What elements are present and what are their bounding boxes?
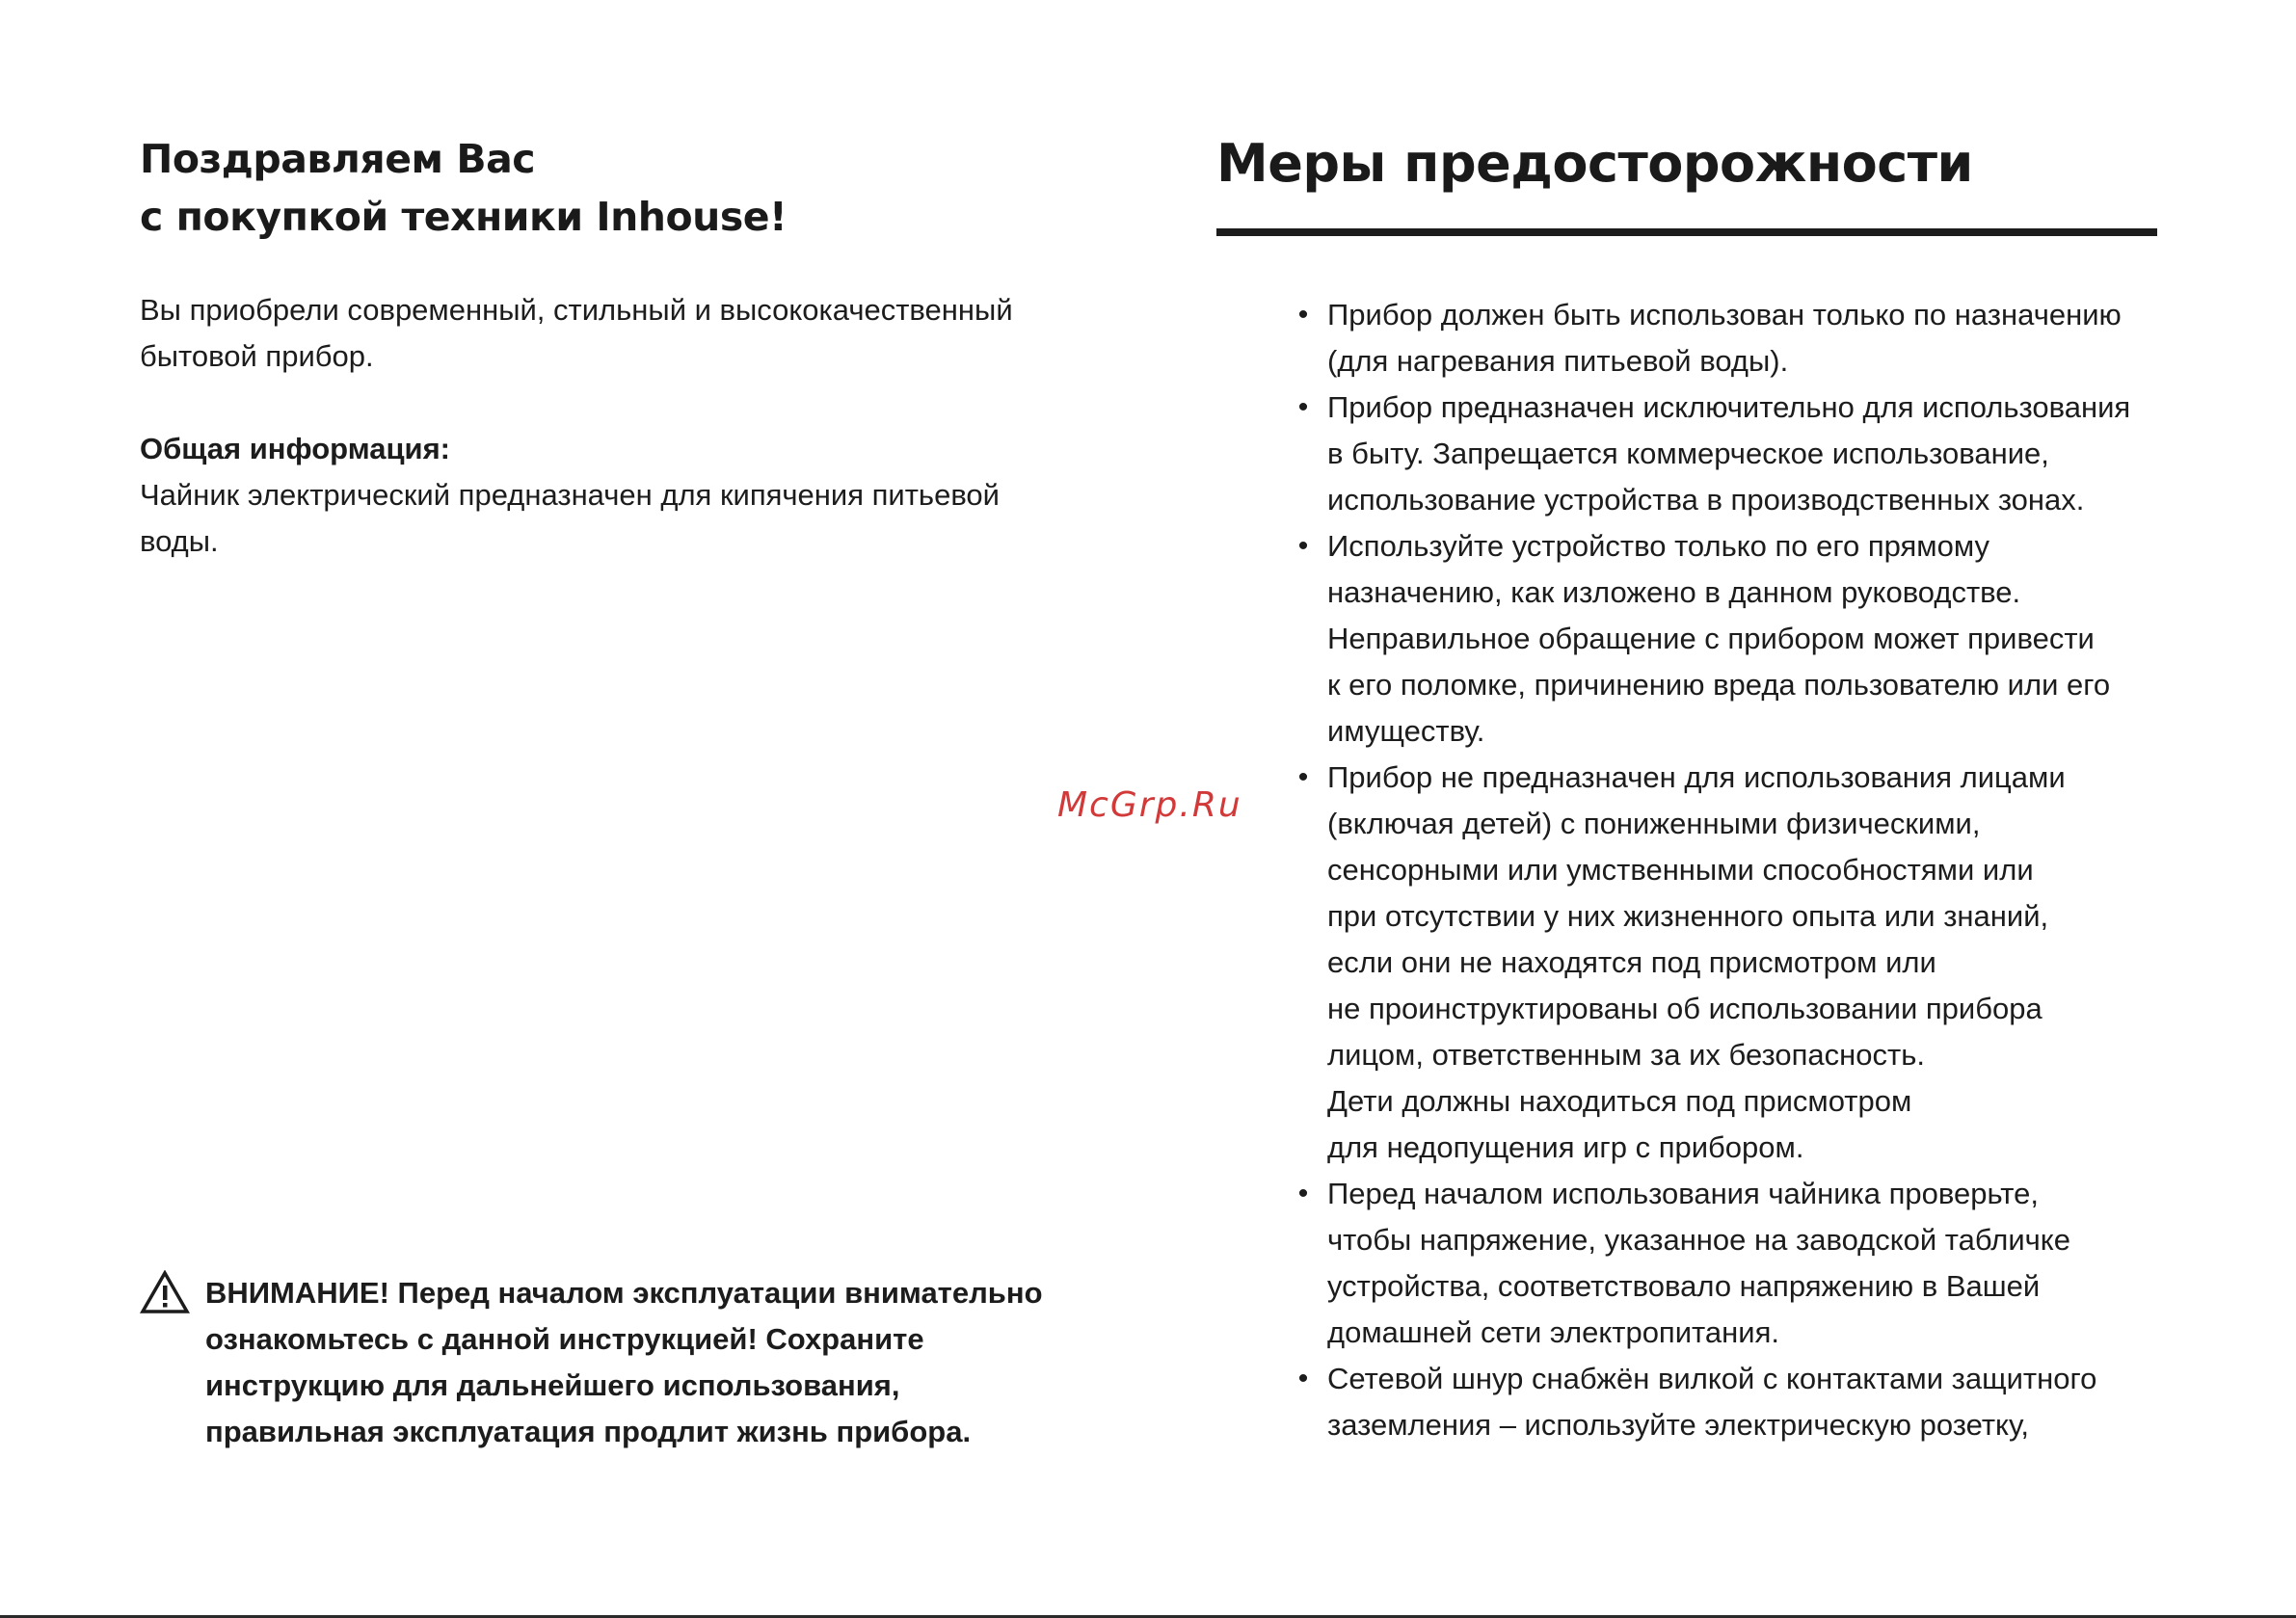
general-info-heading: Общая информация: <box>140 432 450 465</box>
precaution-line: (для нагревания питьевой воды). <box>1327 344 1789 378</box>
precaution-line: (включая детей) с пониженными физическими, <box>1327 807 1981 840</box>
precautions-section <box>1216 130 2157 1448</box>
warning-line: ВНИМАНИЕ! Перед началом эксплуатации внимательно <box>205 1276 1043 1310</box>
intro-line: Вы приобрели современный, стильный и высококачественный <box>140 293 1013 327</box>
precaution-line: в быту. Запрещается коммерческое использование, <box>1327 437 2049 470</box>
precaution-item <box>1216 523 2157 755</box>
precaution-item <box>1216 755 2157 1171</box>
precaution-line: лицом, ответственным за их безопасность. <box>1327 1038 1925 1072</box>
intro-line: бытовой прибор. <box>140 339 374 373</box>
general-info-text <box>140 472 1084 565</box>
precaution-item <box>1216 292 2157 385</box>
watermark-logo: McGrp.Ru <box>1057 785 1242 825</box>
warning-triangle-icon <box>140 1270 190 1314</box>
info-line: воды. <box>140 524 219 558</box>
bullet-icon: • <box>1297 299 1309 331</box>
precaution-line: при отсутствии у них жизненного опыта или знаний, <box>1327 899 2049 933</box>
precaution-line: Перед началом использования чайника проверьте, <box>1327 1177 2039 1210</box>
precaution-item <box>1216 385 2157 523</box>
precautions-list <box>1216 292 2157 1448</box>
precaution-line: домашней сети электропитания. <box>1327 1315 1779 1349</box>
bullet-icon: • <box>1297 1178 1309 1209</box>
warning-line: инструкцию для дальнейшего использования, <box>205 1368 900 1402</box>
precaution-line: Дети должны находиться под присмотром <box>1327 1084 1912 1118</box>
bullet-icon: • <box>1297 1363 1309 1394</box>
precaution-item <box>1216 1356 2157 1448</box>
precaution-line: Сетевой шнур снабжён вилкой с контактами защитного <box>1327 1362 2097 1395</box>
intro-paragraph <box>140 287 1084 380</box>
precaution-line: чтобы напряжение, указанное на заводской табличке <box>1327 1223 2070 1257</box>
bullet-icon: • <box>1297 530 1309 562</box>
warning-text <box>205 1270 1150 1455</box>
bullet-icon: • <box>1297 391 1309 423</box>
precaution-item <box>1216 1171 2157 1356</box>
precaution-line: для недопущения игр с прибором. <box>1327 1130 1804 1164</box>
precaution-line: имуществу. <box>1327 714 1485 748</box>
greeting-title <box>140 130 1084 246</box>
precaution-line: устройства, соответствовало напряжению в Вашей <box>1327 1269 2041 1303</box>
warning-line: правильная эксплуатация продлит жизнь прибора. <box>205 1415 972 1448</box>
precaution-line: заземления – используйте электрическую розетку, <box>1327 1408 2029 1442</box>
precaution-line: если они не находятся под присмотром или <box>1327 945 1936 979</box>
warning-line: ознакомьтесь с данной инструкцией! Сохраните <box>205 1322 924 1356</box>
precaution-line: Неправильное обращение с прибором может привести <box>1327 622 2095 655</box>
precaution-line: Прибор должен быть использован только по назначению <box>1327 298 2122 332</box>
precaution-line: Прибор не предназначен для использования лицами <box>1327 760 2066 794</box>
precaution-line: назначению, как изложено в данном руководстве. <box>1327 575 2021 609</box>
greeting-title-line: с покупкой техники Inhouse! <box>140 194 788 240</box>
title-divider <box>1216 228 2157 236</box>
precaution-line: использование устройства в производственных зонах. <box>1327 483 2085 517</box>
precaution-line: сенсорными или умственными способностями или <box>1327 853 2034 887</box>
precaution-line: Используйте устройство только по его прямому <box>1327 529 1990 563</box>
precaution-line: не проинструктированы об использовании прибора <box>1327 992 2042 1025</box>
bullet-icon: • <box>1297 761 1309 793</box>
precaution-line: Прибор предназначен исключительно для использования <box>1327 390 2131 424</box>
precautions-title: Меры предосторожности <box>1216 133 1973 194</box>
info-line: Чайник электрический предназначен для кипячения питьевой <box>140 478 1000 512</box>
precaution-line: к его поломке, причинению вреда пользователю или его <box>1327 668 2111 702</box>
greeting-section <box>140 130 1084 565</box>
greeting-title-line: Поздравляем Вас <box>140 136 536 182</box>
